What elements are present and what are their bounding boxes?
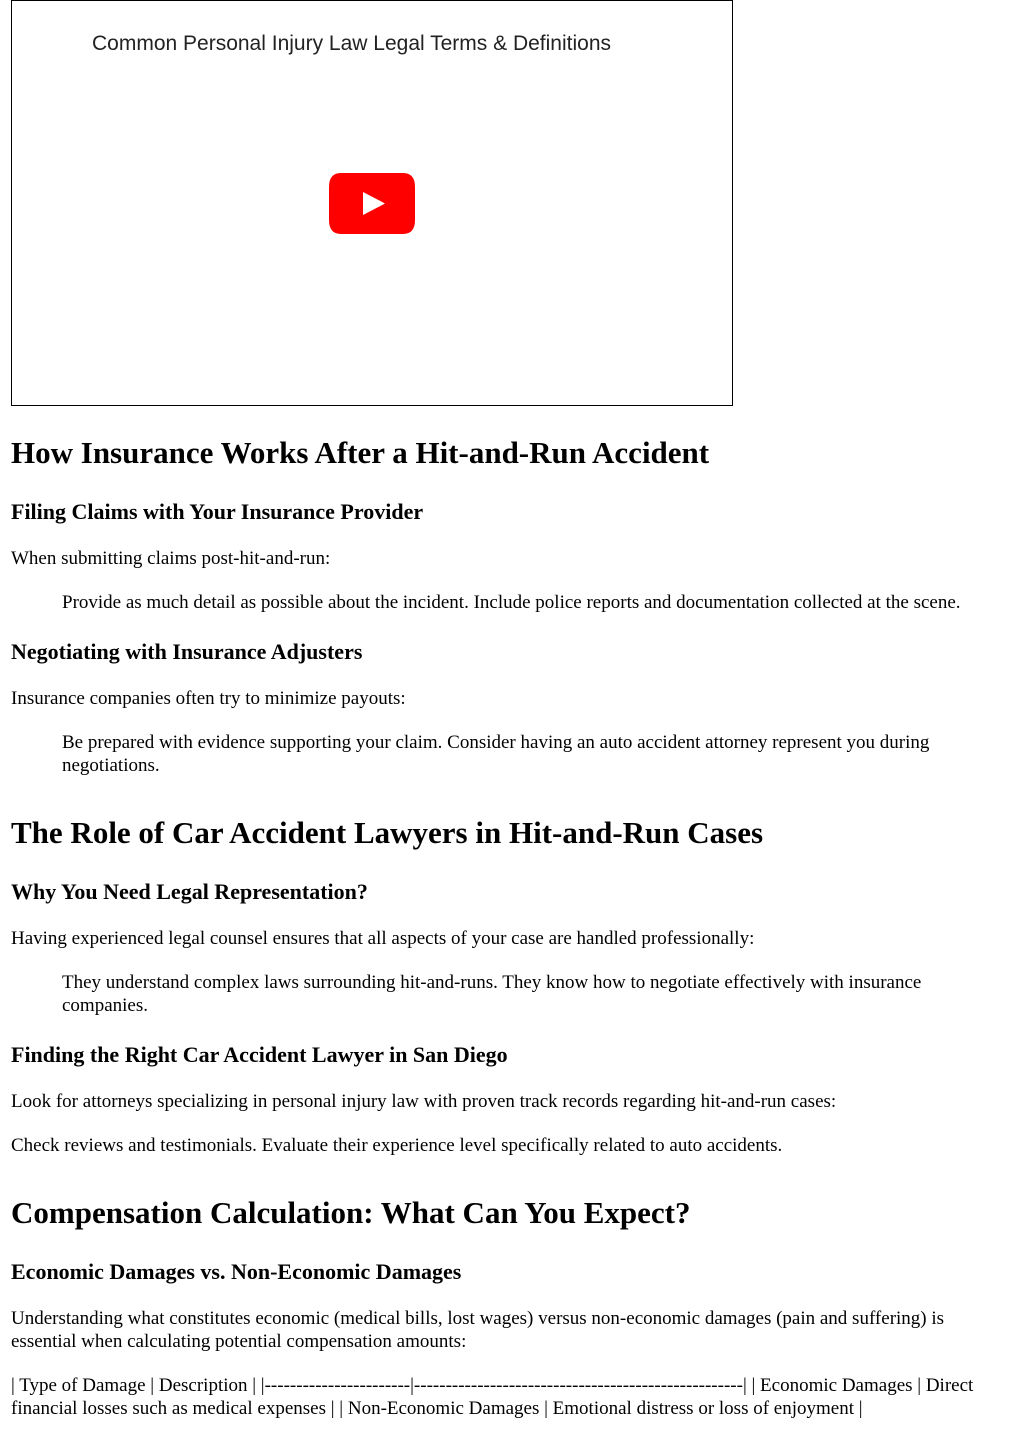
subheading-finding-lawyer: Finding the Right Car Accident Lawyer in San Diego	[11, 1042, 508, 1067]
subheading-legal-representation: Why You Need Legal Representation?	[11, 879, 368, 904]
section-heading-insurance: How Insurance Works After a Hit-and-Run Accident	[11, 435, 710, 470]
paragraph-damages-intro: Understanding what constitutes economic (medical bills, lost wages) versus non-economic damages (pain and suffering) is essential when calculating potential compensation amounts:	[11, 1308, 945, 1352]
video-title[interactable]: Common Personal Injury Law Legal Terms & Definitions	[92, 32, 612, 55]
paragraph-representation-intro: Having experienced legal counsel ensures that all aspects of your case are handled professionally:	[11, 928, 755, 949]
subheading-filing-claims: Filing Claims with Your Insurance Provider	[11, 499, 424, 524]
section-heading-lawyers: The Role of Car Accident Lawyers in Hit-and-Run Cases	[11, 815, 764, 850]
article	[11, 0, 1006, 1420]
blockquote-representation: They understand complex laws surrounding hit-and-runs. They know how to negotiate effectively with insurance companies.	[62, 972, 922, 1016]
youtube-play-icon[interactable]	[329, 173, 415, 234]
paragraph-finding-text: Check reviews and testimonials. Evaluate their experience level specifically related to auto accidents.	[11, 1135, 783, 1156]
paragraph-finding-intro: Look for attorneys specializing in personal injury law with proven track records regarding hit-and-run cases:	[11, 1091, 837, 1112]
paragraph-filing-intro: When submitting claims post-hit-and-run:	[11, 548, 331, 569]
video-embed[interactable]	[11, 0, 733, 406]
blockquote-negotiating: Be prepared with evidence supporting your claim. Consider having an auto accident attorney represent you during negotiations.	[62, 732, 930, 776]
section-heading-compensation: Compensation Calculation: What Can You Expect?	[11, 1195, 691, 1230]
paragraph-damages-table-text: | Type of Damage | Description | |-----------------------|----------------------------------------------------| | Economic Damages | Direct financial losses such as medical expenses | | Non-Economic Damages | Emotional distress or loss of enjoyment |	[11, 1375, 974, 1419]
subheading-damages: Economic Damages vs. Non-Economic Damages	[11, 1259, 462, 1284]
paragraph-negotiating-intro: Insurance companies often try to minimize payouts:	[11, 688, 406, 709]
subheading-negotiating: Negotiating with Insurance Adjusters	[11, 639, 363, 664]
blockquote-filing: Provide as much detail as possible about the incident. Include police reports and documentation collected at the scene.	[62, 592, 961, 613]
